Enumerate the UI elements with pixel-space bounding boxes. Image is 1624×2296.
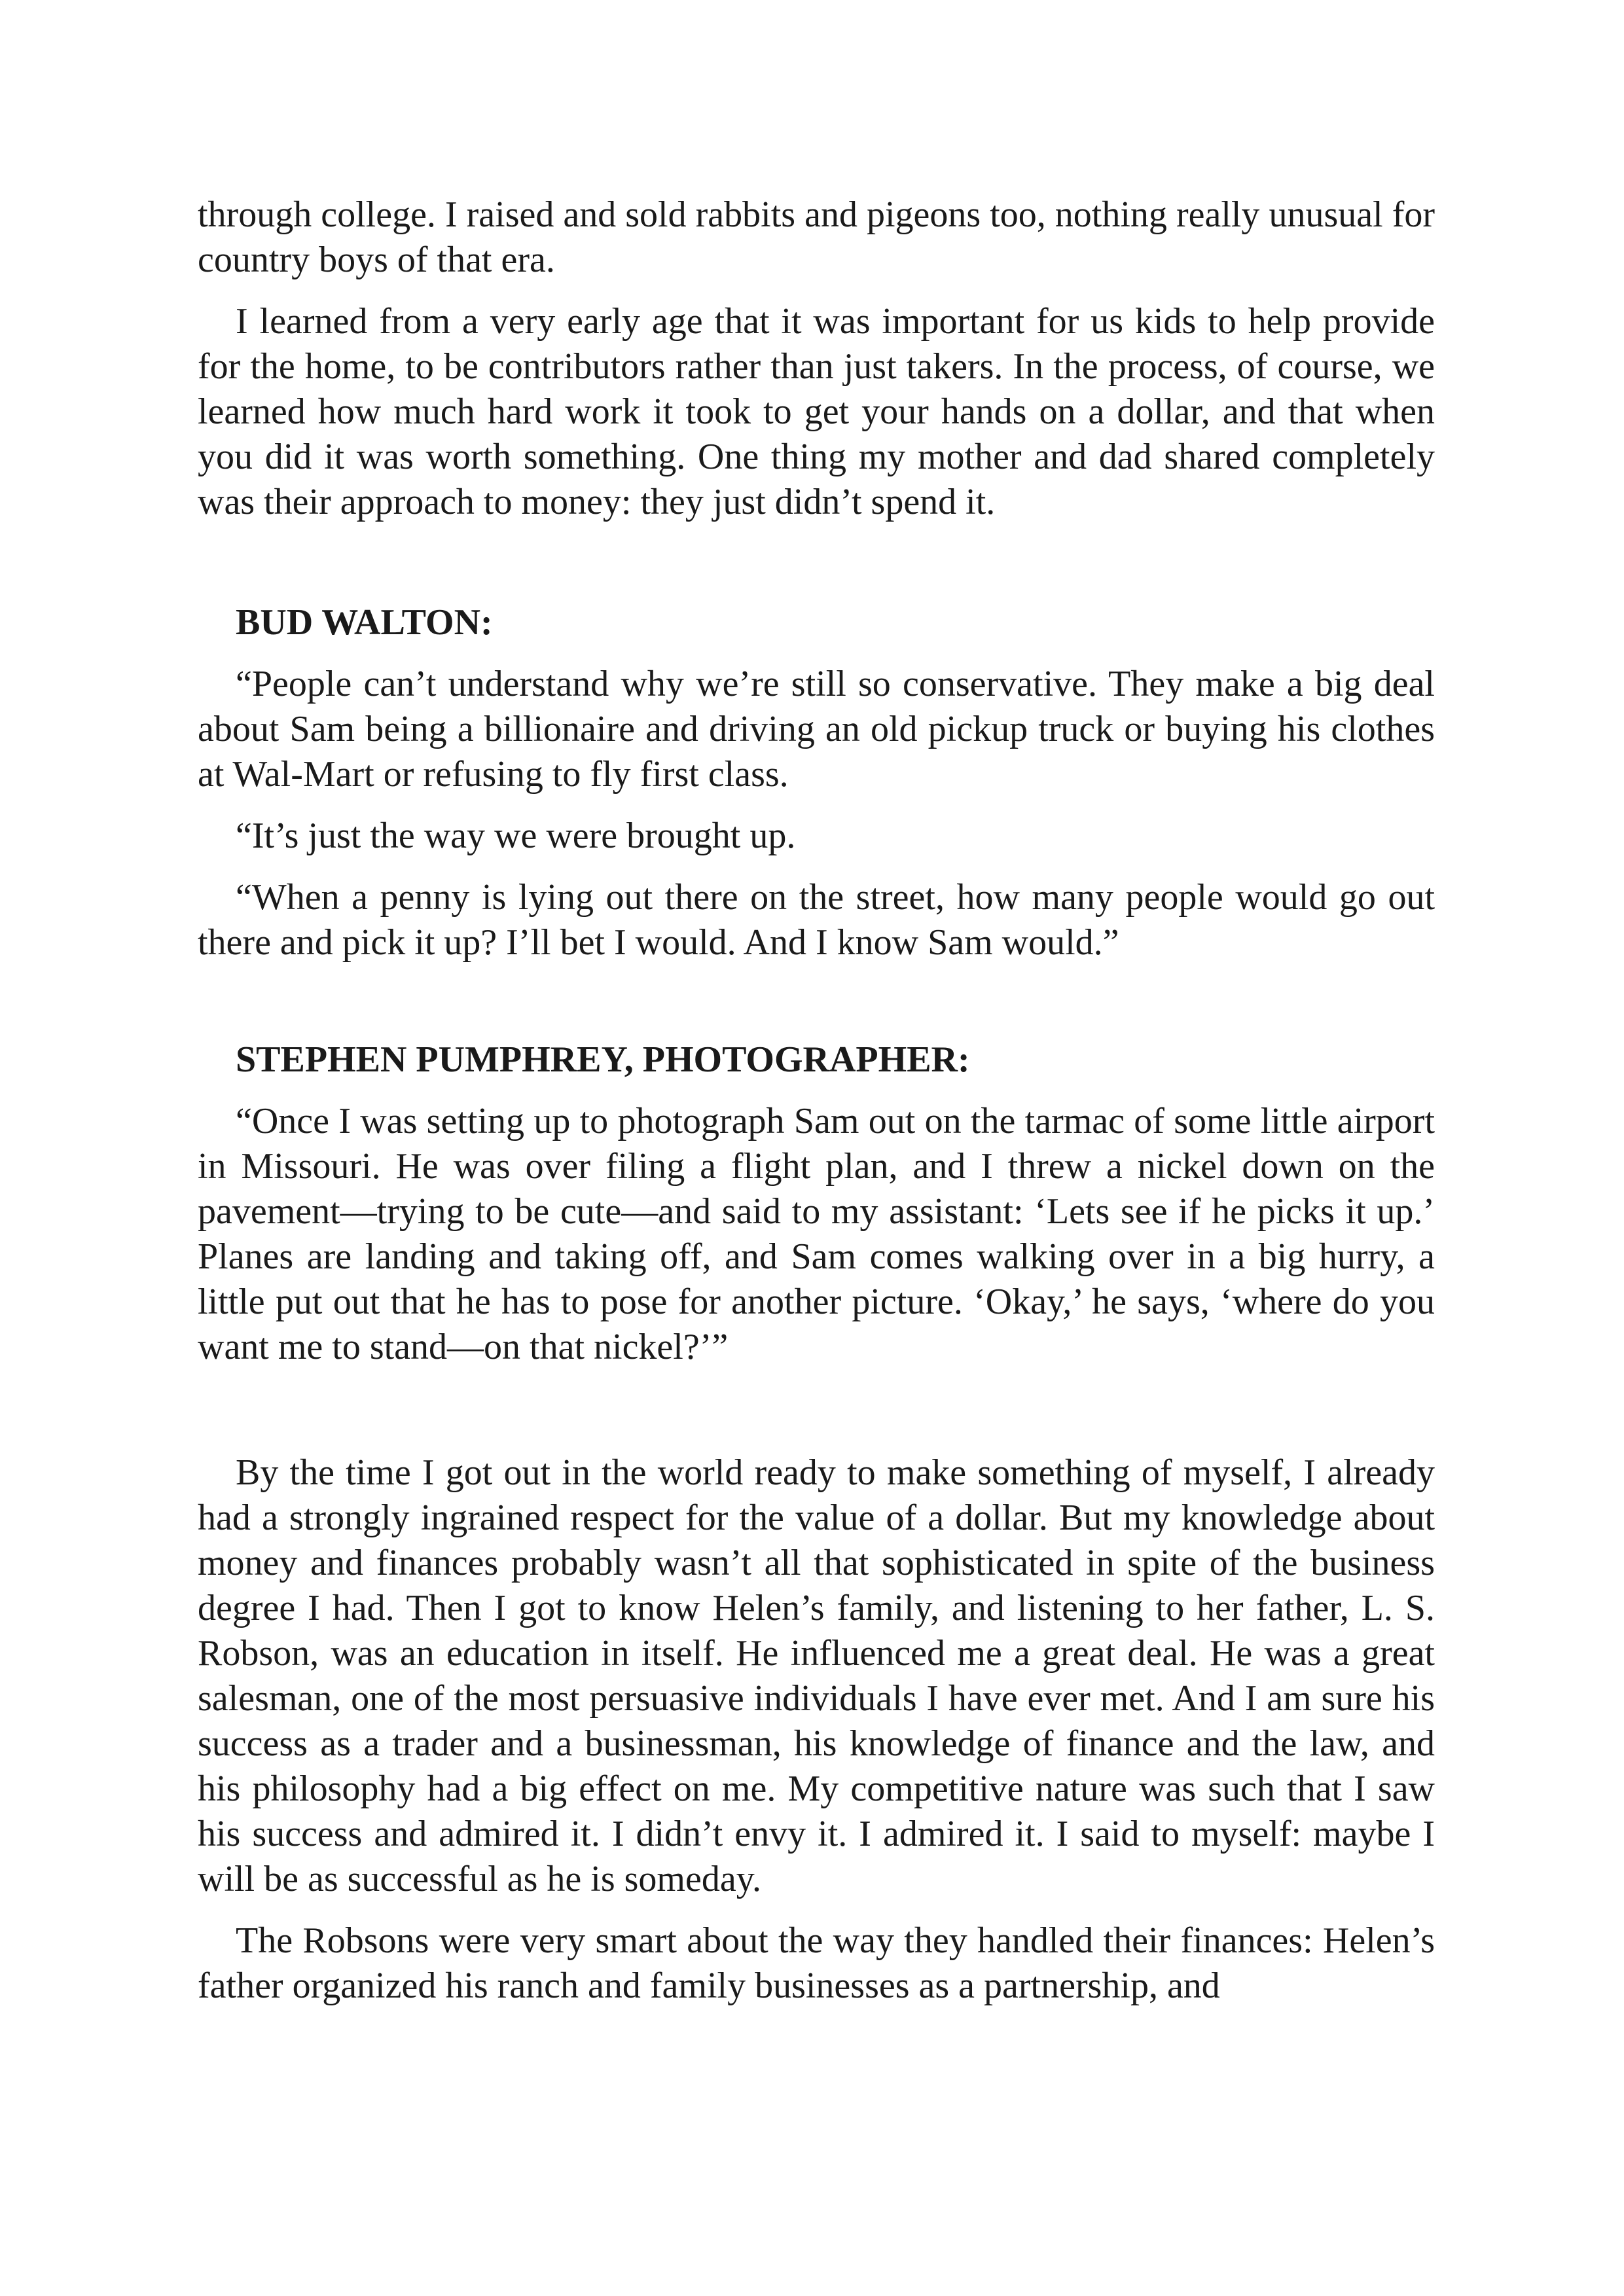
body-paragraph: By the time I got out in the world ready to make something of myself, I already had a strongly ingrained respect for the value of a dollar. But my knowledge about money and finances probably wasn’t all that sophisticated in spite of the business degree I had. Then I got to know Helen’s family, and listening to her father, L. S. Robson, was an education in itself. He influenced me a great deal. He was a great salesman, one of the most persuasive individuals I have ever met. And I am sure his success as a trader and a businessman, his knowledge of finance and the law, and his philosophy had a big effect on me. My competitive nature was such that I saw his success and admired it. I didn’t envy it. I admired it. I said to myself: maybe I will be as successful as he is someday.: [198, 1452, 1435, 1899]
quote-paragraph: “It’s just the way we were brought up.: [236, 816, 796, 856]
body-paragraph: The Robsons were very smart about the way they handled their finances: Helen’s father organized his ranch and family businesses as a partnership, and: [198, 1920, 1435, 2006]
quote-paragraph: “When a penny is lying out there on the street, how many people would go out there and pick it up? I’ll bet I would. And I know Sam would.”: [198, 877, 1435, 963]
quote-paragraph: “People can’t understand why we’re still so conservative. They make a big deal about Sam being a billionaire and driving an old pickup truck or buying his clothes at Wal-Mart or refusing to fly first class.: [198, 664, 1435, 795]
quote-paragraph: “Once I was setting up to photograph Sam out on the tarmac of some little airport in Missouri. He was over filing a flight plan, and I threw a nickel down on the pavement—trying to be cute—and said to my assistant: ‘Lets see if he picks it up.’ Planes are landing and taking off, and Sam comes walking over in a big hurry, a little put out that he has to pose for another picture. ‘Okay,’ he says, ‘where do you want me to stand—on that nickel?’”: [198, 1101, 1435, 1367]
speaker-heading-stephen-pumphrey: STEPHEN PUMPHREY, PHOTOGRAPHER:: [236, 1039, 970, 1080]
continuation-paragraph: through college. I raised and sold rabbits and pigeons too, nothing really unusual for country boys of that era.: [198, 194, 1435, 280]
body-paragraph: I learned from a very early age that it was important for us kids to help provide for the home, to be contributors rather than just takers. In the process, of course, we learned how much hard work it took to get your hands on a dollar, and that when you did it was worth something. One thing my mother and dad shared completely was their approach to money: they just didn’t spend it.: [198, 301, 1435, 522]
speaker-heading-bud-walton: BUD WALTON:: [236, 602, 493, 643]
book-page: [198, 192, 1435, 2009]
